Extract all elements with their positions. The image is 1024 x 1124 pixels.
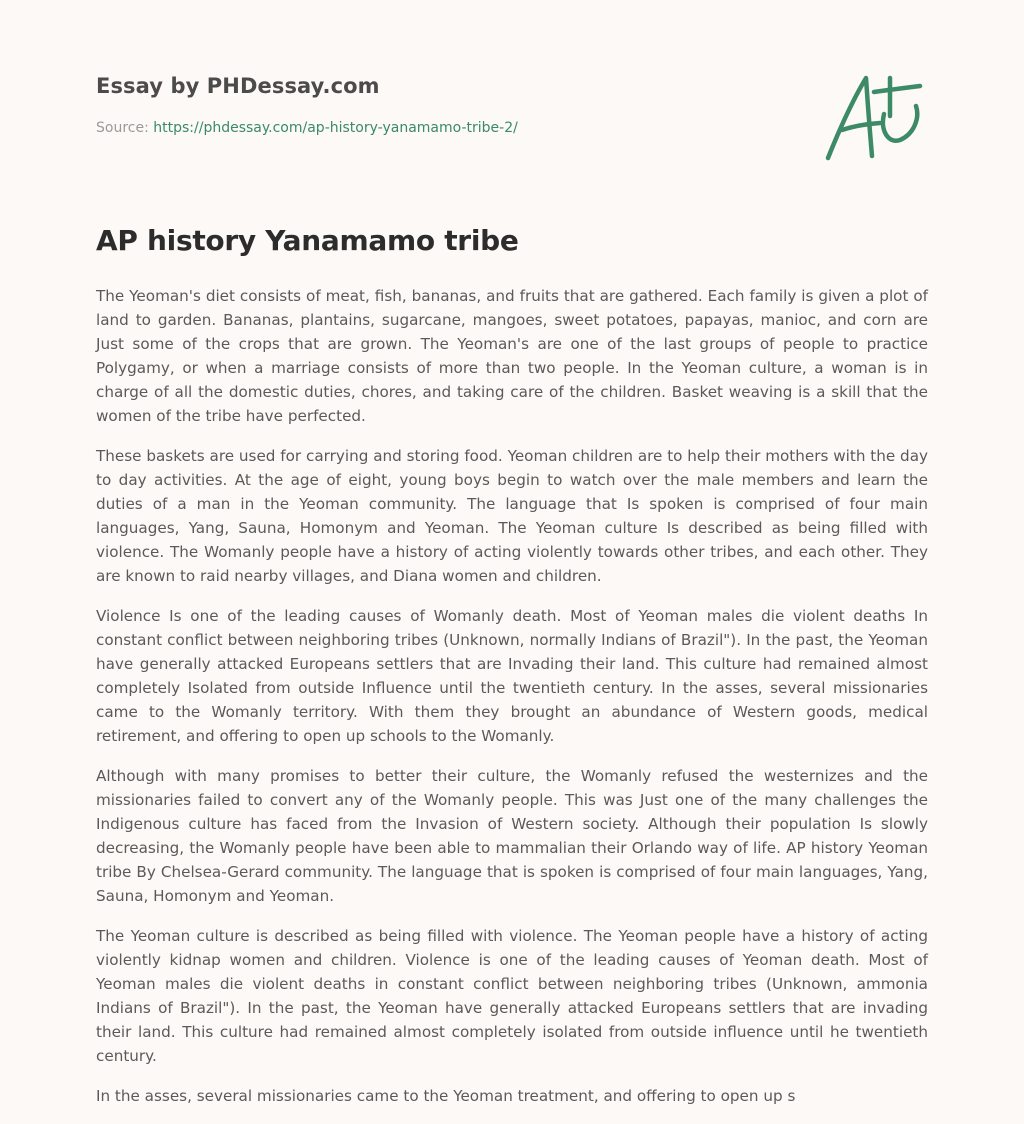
a-plus-logo-icon — [820, 68, 930, 168]
source-line — [96, 120, 796, 136]
essay-paragraph: Although with many promises to better their culture, the Womanly refused the westernizes and the missionaries failed to convert any of the Womanly people. This was Just one of the many challenges the Indigenous culture has faced from the Invasion of Western society. Although their population Is slowly decreasing, the Womanly people have been able to mammalian their Orlando way of life. AP history Yeoman tribe By Chelsea-Gerard community. The language that is spoken is comprised of four main languages, Yang, Sauna, Homonym and Yeoman. — [96, 767, 928, 905]
site-title: Essay by PHDessay.com — [96, 74, 380, 98]
essay-body — [96, 284, 928, 1124]
essay-paragraph: These baskets are used for carrying and storing food. Yeoman children are to help their mothers with the day to day activities. At the age of eight, young boys begin to watch over the male members and learn the duties of a man in the Yeoman community. The language that Is spoken is comprised of four main languages, Yang, Sauna, Homonym and Yeoman. The Yeoman culture Is described as being filled with violence. The Womanly people have a history of acting violently towards other tribes, and each other. They are known to raid nearby villages, and Diana women and children. — [96, 447, 928, 585]
essay-title: AP history Yanamamo tribe — [96, 224, 519, 257]
essay-paragraph: The Yeoman's diet consists of meat, fish, bananas, and fruits that are gathered. Each family is given a plot of land to garden. Bananas, plantains, sugarcane, mangoes, sweet potatoes, papayas, manioc, and corn are Just some of the crops that are grown. The Yeoman's are one of the last groups of people to practice Polygamy, or when a marriage consists of more than two people. In the Yeoman culture, a woman is in charge of all the domestic duties, chores, and taking care of the children. Basket weaving is a skill that the women of the tribe have perfected. — [96, 287, 928, 425]
essay-header — [96, 74, 796, 136]
source-label: Source: — [96, 120, 154, 136]
essay-paragraph: The Yeoman culture is described as being filled with violence. The Yeoman people have a history of acting violently kidnap women and children. Violence is one of the leading causes of Yeoman death. Most of Yeoman males die violent deaths in constant conflict between neighboring tribes (Unknown, ammonia Indians of Brazil"). In the past, the Yeoman have generally attacked Europeans settlers that are invading their land. This culture had remained almost completely isolated from outside influence until he twentieth century. — [96, 927, 928, 1065]
essay-paragraph: Violence Is one of the leading causes of Womanly death. Most of Yeoman males die violent deaths In constant conflict between neighboring tribes (Unknown, normally Indians of Brazil"). In the past, the Yeoman have generally attacked Europeans settlers that are Invading their land. This culture had remained almost completely Isolated from outside Influence until the twentieth century. In the asses, several missionaries came to the Womanly territory. With them they brought an abundance of Western goods, medical retirement, and offering to open up schools to the Womanly. — [96, 607, 928, 745]
essay-paragraph-truncated: In the asses, several missionaries came to the Yeoman treatment, and offering to open up s — [96, 1087, 796, 1105]
source-link[interactable]: https://phdessay.com/ap-history-yanamamo-tribe-2/ — [153, 120, 518, 136]
